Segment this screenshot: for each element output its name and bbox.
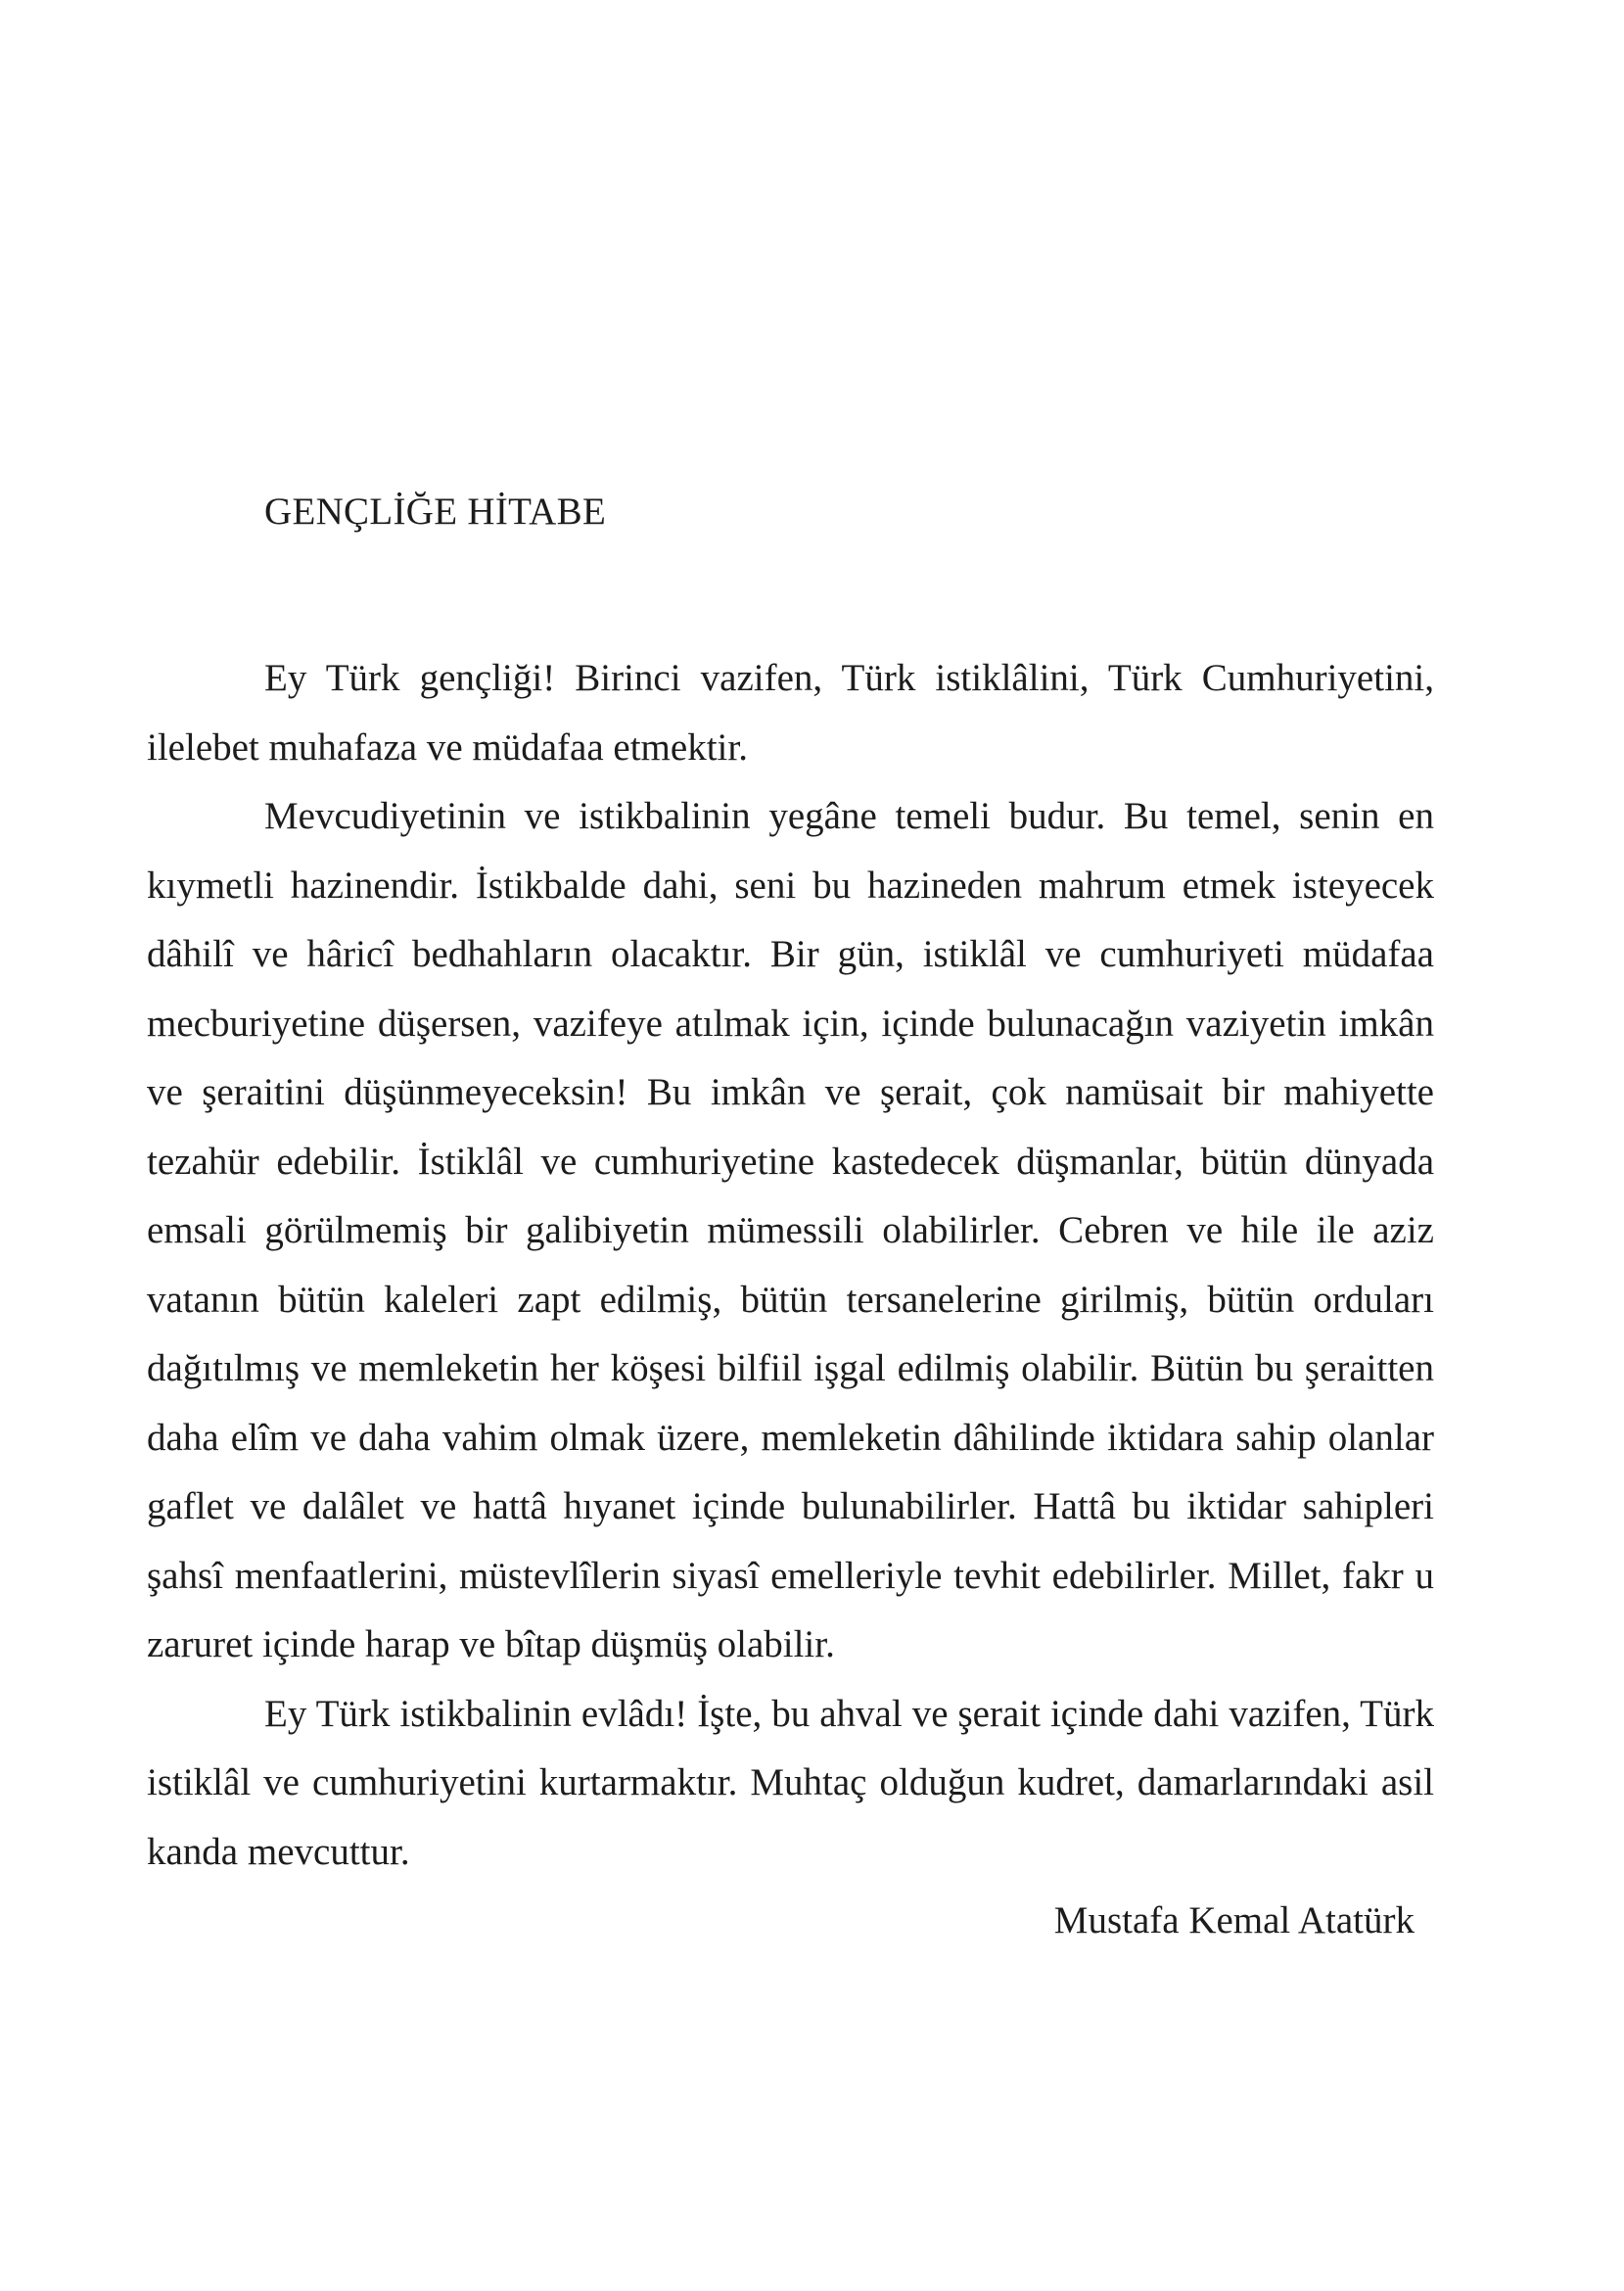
- paragraph-3: Ey Türk istikbalinin evlâdı! İşte, bu ahval ve şerait içinde dahi vazifen, Türk istiklâl ve cumhuriyetini kurtarmaktır. Muhtaç olduğun kudret, damarlarındaki asil kanda mevcuttur.: [147, 1692, 1434, 1873]
- signature: Mustafa Kemal Atatürk: [1053, 1899, 1415, 1941]
- document-body: [147, 478, 1434, 1955]
- paragraph-1: Ey Türk gençliği! Birinci vazifen, Türk istiklâlini, Türk Cumhuriyetini, ilelebet muhafaza ve müdafaa etmektir.: [147, 657, 1434, 769]
- document-title: GENÇLİĞE HİTABE: [264, 491, 607, 533]
- paragraph-2: Mevcudiyetinin ve istikbalinin yegâne temeli budur. Bu temel, senin en kıymetli hazinendir. İstikbalde dahi, seni bu hazineden mahrum etmek isteyecek dâhilî ve hâricî bedhahların olacaktır. Bir gün, istiklâl ve cumhuriyeti müdafaa mecburiyetine düşersen, vazifeye atılmak için, içinde bulunacağın vaziyetin imkân ve şeraitini düşünmeyeceksin! Bu imkân ve şerait, çok namüsait bir mahiyette tezahür edebilir. İstiklâl ve cumhuriyetine kastedecek düşmanlar, bütün dünyada emsali görülmemiş bir galibiyetin mümessili olabilirler. Cebren ve hile ile aziz vatanın bütün kaleleri zapt edilmiş, bütün tersanelerine girilmiş, bütün orduları dağıtılmış ve memleketin her köşesi bilfiil işgal edilmiş olabilir. Bütün bu şeraitten daha elîm ve daha vahim olmak üzere, memleketin dâhilinde iktidara sahip olanlar gaflet ve dalâlet ve hattâ hıyanet içinde bulunabilirler. Hattâ bu iktidar sahipleri şahsî menfaatlerini, müstevlîlerin siyasî emelleriyle tevhit edebilirler. Millet, fakr u zaruret içinde harap ve bîtap düşmüş olabilir.: [147, 795, 1434, 1665]
